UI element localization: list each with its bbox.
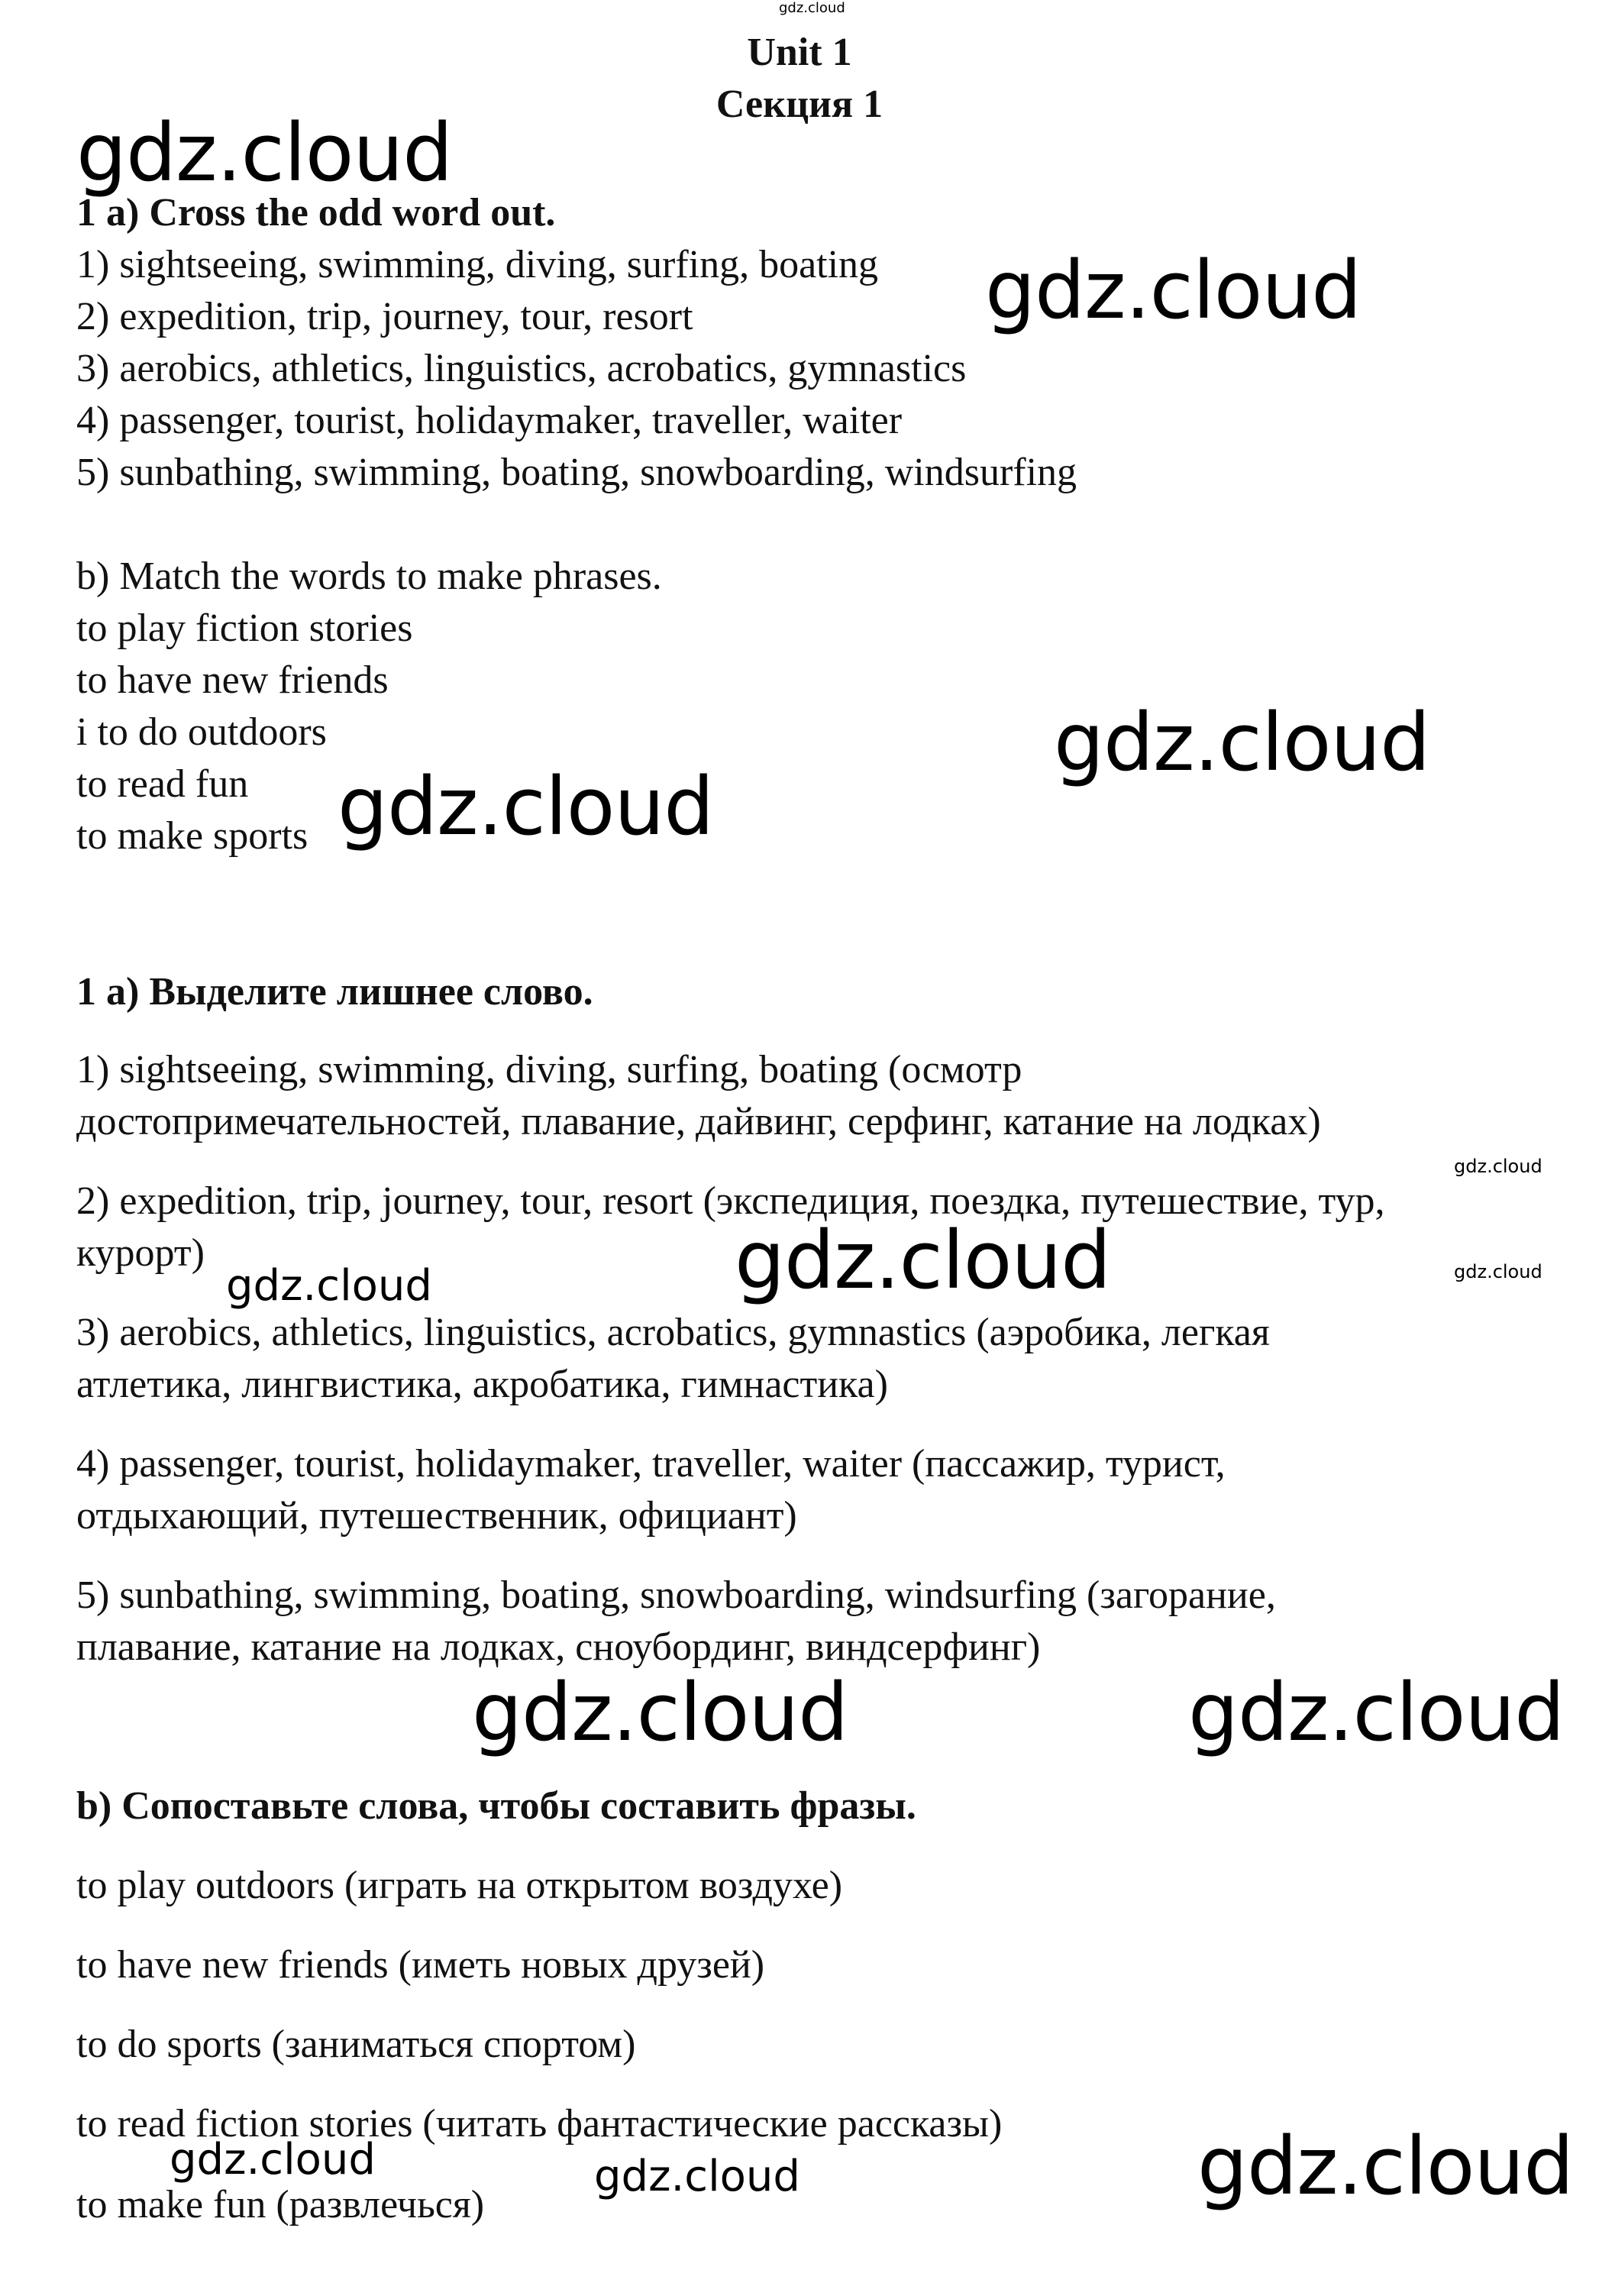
answer-1a-line-9: 5) sunbathing, swimming, boating, snowboarding, windsurfing (загорание, (76, 1573, 1276, 1617)
task-1b-item-2: to have new friends (76, 658, 389, 702)
answer-1a-line-4: курорт) (76, 1231, 205, 1275)
task-1a-item-1: 1) sightseeing, swimming, diving, surfing, boating (76, 243, 879, 286)
watermark: gdz.cloud (338, 760, 714, 853)
answer-1b-line-4: to read fiction stories (читать фантастические рассказы) (76, 2102, 1003, 2146)
task-1a-item-3: 3) aerobics, athletics, linguistics, acrobatics, gymnastics (76, 347, 967, 390)
answer-1b-line-5: to make fun (развлечься) (76, 2183, 485, 2226)
task-1a-item-5: 5) sunbathing, swimming, boating, snowboarding, windsurfing (76, 451, 1077, 494)
watermark: gdz.cloud (170, 2135, 376, 2184)
watermark: gdz.cloud (1454, 1261, 1542, 1282)
task-1b-item-3: i to do outdoors (76, 710, 327, 754)
watermark: gdz.cloud (779, 0, 845, 16)
task-1a-item-2: 2) expedition, trip, journey, tour, resort (76, 295, 693, 338)
task-1b-item-1: to play fiction stories (76, 606, 413, 650)
answer-1b-line-3: to do sports (заниматься спортом) (76, 2023, 636, 2066)
answer-1a-line-1: 1) sightseeing, swimming, diving, surfing, boating (осмотр (76, 1048, 1022, 1091)
task-1b-title-ru: b) Сопоставьте слова, чтобы составить фразы. (76, 1784, 916, 1828)
watermark: gdz.cloud (472, 1666, 848, 1759)
watermark: gdz.cloud (1188, 1666, 1565, 1759)
watermark: gdz.cloud (985, 244, 1362, 337)
watermark: gdz.cloud (594, 2152, 800, 2201)
answer-1a-line-6: атлетика, лингвистика, акробатика, гимнастика) (76, 1363, 888, 1406)
watermark: gdz.cloud (1054, 696, 1430, 789)
answer-1a-line-5: 3) aerobics, athletics, linguistics, acrobatics, gymnastics (аэробика, легкая (76, 1311, 1270, 1354)
answer-1a-line-2: достопримечательностей, плавание, дайвинг, серфинг, катание на лодках) (76, 1100, 1321, 1143)
watermark: gdz.cloud (735, 1214, 1111, 1307)
answer-1a-line-10: плавание, катание на лодках, сноубординг, виндсерфинг) (76, 1625, 1041, 1669)
unit-title: Unit 1 (747, 31, 852, 74)
answer-1b-line-1: to play outdoors (играть на открытом воздухе) (76, 1864, 843, 1907)
watermark: gdz.cloud (1454, 1156, 1542, 1177)
answer-1a-line-3: 2) expedition, trip, journey, tour, resort (экспедиция, поездка, путешествие, тур, (76, 1179, 1385, 1223)
answer-1a-line-7: 4) passenger, tourist, holidaymaker, traveller, waiter (пассажир, турист, (76, 1442, 1226, 1486)
watermark: gdz.cloud (226, 1261, 432, 1311)
task-1a-title-ru: 1 а) Выделите лишнее слово. (76, 970, 593, 1014)
task-1b-item-4: to read fun (76, 762, 249, 806)
task-1a-title-en: 1 a) Cross the odd word out. (76, 191, 556, 234)
answer-1a-line-8: отдыхающий, путешественник, официант) (76, 1494, 797, 1538)
task-1b-title-en: b) Match the words to make phrases. (76, 555, 662, 598)
task-1b-item-5: to make sports (76, 814, 308, 858)
task-1a-item-4: 4) passenger, tourist, holidaymaker, traveller, waiter (76, 399, 903, 442)
watermark: gdz.cloud (1197, 2120, 1574, 2213)
answer-1b-line-2: to have new friends (иметь новых друзей) (76, 1943, 765, 1987)
section-title: Секция 1 (716, 82, 883, 126)
watermark: gdz.cloud (76, 106, 453, 199)
